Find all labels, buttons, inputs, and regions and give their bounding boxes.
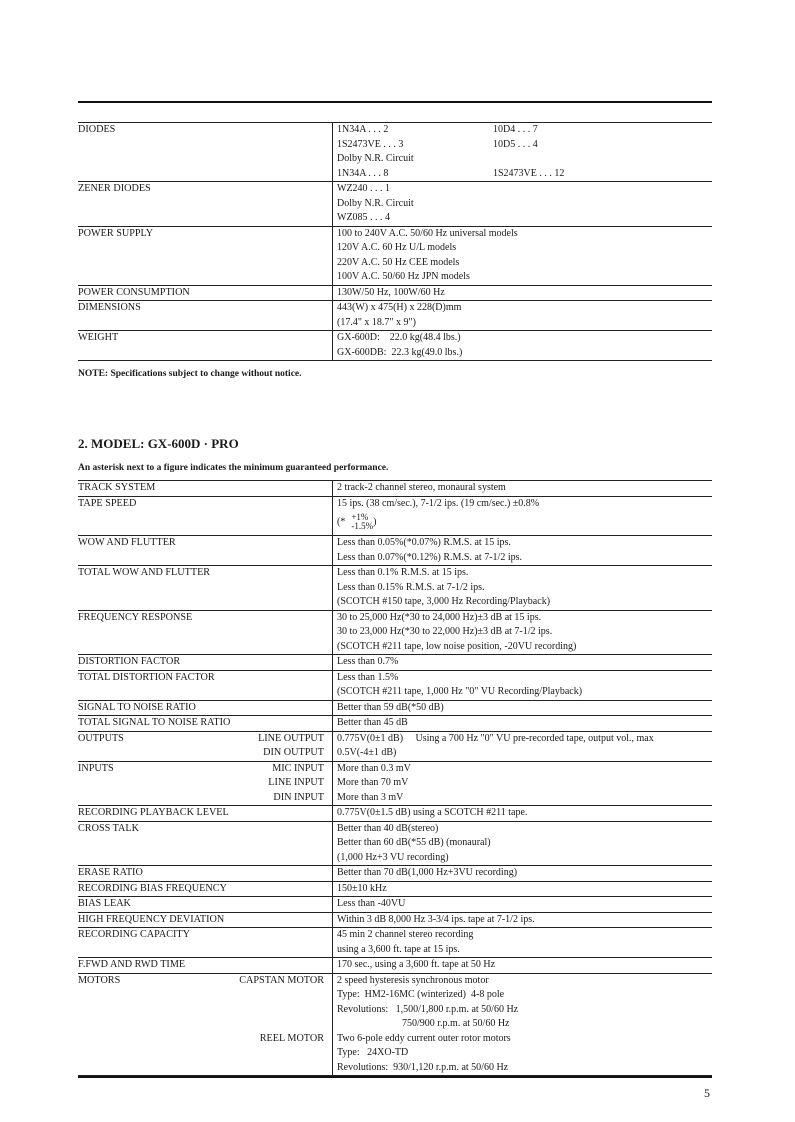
spec-value: GX-600DB: 22.3 kg(49.0 lbs.) [337,346,463,358]
spec-label: RECORDING BIAS FREQUENCY [78,882,227,894]
spec-value-cell [332,701,712,716]
spec-value: More than 3 mV [337,791,404,803]
spec-sublabel: LINE INPUT [268,777,324,788]
spec-value: Type: HM2-16MC (winterized) 4-8 pole [337,989,505,1000]
spec-value: 15 ips. (38 cm/sec.), 7-1/2 ips. (19 cm/sec.) ±0.8% [337,497,540,509]
spec-value: Dolby N.R. Circuit [337,153,414,164]
spec-label-cell [78,671,332,700]
spec-label: POWER SUPPLY [78,227,154,239]
tolerance-plus: +1% [351,512,369,522]
spec-row [78,882,712,898]
spec-label-cell [78,655,332,670]
spec-label: TOTAL WOW AND FLUTTER [78,567,211,578]
spec-value: 1S2473VE . . . 3 [337,138,404,150]
bottom-rule [78,1076,712,1078]
spec-value-cell [332,806,712,821]
spec-label-cell [78,866,332,881]
spec-value-cell [332,716,712,731]
spec-label: HIGH FREQUENCY DEVIATION [78,913,225,925]
spec-value: using a 3,600 ft. tape at 15 ips. [337,943,460,955]
spec-label: DIODES [78,124,116,135]
spec-label-cell [78,913,332,928]
spec-label-cell [78,566,332,610]
spec-value: 1S2473VE . . . 12 [493,167,565,179]
spec-value: Less than -40VU [337,898,406,909]
spec-value: 10D5 . . . 4 [493,138,538,150]
spec-value: Within 3 dB 8,000 Hz 3-3/4 ips. tape at 7-1/2 ips. [337,913,535,925]
spec-value-cell [332,882,712,897]
spec-value: Less than 0.15% R.M.S. at 7-1/2 ips. [337,581,485,593]
spec-value-cell [332,732,712,761]
spec-value: Revolutions: 930/1,120 r.p.m. at 50/60 Hz [337,1061,509,1073]
spec-label-cell [78,331,332,360]
spec-row [78,286,712,302]
spec-label-cell [78,974,332,1076]
spec-row [78,611,712,656]
spec-value-cell [332,286,712,301]
spec-sublabel [78,988,324,1003]
tolerance-minus: -1.5% [351,521,374,531]
spec-sublabel: DIN INPUT [273,791,324,803]
spec-value: Better than 60 dB(*55 dB) (monaural) [337,837,491,848]
spec-label-cell [78,822,332,866]
spec-row [78,331,712,361]
spec-row [78,732,712,762]
spec-value: 130W/50 Hz, 100W/60 Hz [337,286,445,298]
spec-row [78,974,712,1077]
spec-value: Better than 45 dB [337,717,408,728]
spec-label: TOTAL DISTORTION FACTOR [78,671,215,683]
spec-label-cell [78,301,332,330]
spec-sublabel: CAPSTAN MOTOR [239,974,324,986]
spec-value-cell [332,182,712,226]
spec-value-cell [332,497,712,536]
spec-label: INPUTS [78,762,114,774]
spec-label-cell [78,762,332,806]
spec-row [78,566,712,611]
spec-row [78,655,712,671]
spec-value: Less than 0.07%(*0.12%) R.M.S. at 7-1/2 ips. [337,551,522,563]
spec-label-cell [78,182,332,226]
spec-sublabel: DIN OUTPUT [263,747,324,758]
spec-value: 30 to 25,000 Hz(*30 to 24,000 Hz)±3 dB at 15 ips. [337,611,542,623]
section-title: 2. MODEL: GX-600D · PRO [78,436,239,451]
spec-label-cell [78,227,332,285]
spec-value: 0.775V(0±1.5 dB) using a SCOTCH #211 tape. [337,807,528,818]
spec-sublabel: LINE OUTPUT [258,732,324,744]
spec-value: Two 6-pole eddy current outer rotor motors [337,1032,511,1044]
spec-value: 1N34A . . . 2 [337,124,389,135]
spec-value: 443(W) x 475(H) x 228(D)mm [337,302,462,313]
spec-value: Less than 1.5% [337,671,399,683]
spec-row [78,122,712,182]
spec-label: RECORDING PLAYBACK LEVEL [78,807,229,818]
spec-value: 2 speed hysteresis synchronous motor [337,974,489,986]
spec-label: F.FWD AND RWD TIME [78,959,186,970]
spec-value-cell [332,536,712,565]
spec-row [78,497,712,537]
spec-label: TOTAL SIGNAL TO NOISE RATIO [78,717,231,728]
spec-row [78,897,712,913]
spec-row [78,716,712,732]
spec-value: GX-600D: 22.0 kg(48.4 lbs.) [337,332,461,343]
spec-value-cell [332,822,712,866]
spec-value: WZ085 . . . 4 [337,212,391,223]
spec-label-cell [78,958,332,973]
spec-value: 120V A.C. 60 Hz U/L models [337,242,457,253]
spec-value-cell [332,301,712,330]
spec-label: DIMENSIONS [78,302,141,313]
spec-label-cell [78,286,332,301]
spec-label: CROSS TALK [78,822,139,834]
spec-label: DISTORTION FACTOR [78,656,181,667]
spec-label: FREQUENCY RESPONSE [78,611,193,623]
spec-label: BIAS LEAK [78,898,131,909]
spec-row [78,762,712,807]
spec-row [78,913,712,929]
spec-value: 45 min 2 channel stereo recording [337,929,474,940]
spec-label-cell [78,536,332,565]
top-rule [78,101,712,103]
spec-label: OUTPUTS [78,732,124,744]
spec-label-cell [78,701,332,716]
spec-label: RECORDING CAPACITY [78,929,190,940]
spec-value-cell [332,331,712,360]
spec-value-cell [332,566,712,610]
spec-row [78,928,712,958]
spec-value: 220V A.C. 50 Hz CEE models [337,256,460,268]
page-number: 5 [704,1086,710,1100]
spec-label-cell [78,897,332,912]
spec-label: WOW AND FLUTTER [78,537,176,548]
spec-sublabel: REEL MOTOR [259,1032,324,1044]
spec-label: MOTORS [78,974,121,986]
spec-value-cell [332,958,712,973]
spec-label: SIGNAL TO NOISE RATIO [78,701,196,713]
spec-label-cell [78,806,332,821]
spec-value-cell [332,866,712,881]
spec-row [78,866,712,882]
spec-value-grid [337,123,712,181]
spec-value: 0.5V(-4±1 dB) [337,747,397,758]
spec-value-cell [332,762,712,806]
spec-label-cell [78,928,332,957]
spec-label-cell [78,611,332,655]
spec-row [78,301,712,331]
spec-value: More than 70 mV [337,777,409,788]
spec-value-cell [332,611,712,655]
spec-label: TAPE SPEED [78,497,137,509]
spec-sublabel: MIC INPUT [272,762,324,774]
spec-row [78,182,712,227]
spec-value: (1,000 Hz+3 VU recording) [337,851,449,863]
spec-row [78,536,712,566]
spec-value: 10D4 . . . 7 [493,124,538,135]
spec-label: POWER CONSUMPTION [78,286,190,298]
spec-value: Revolutions: 1,500/1,800 r.p.m. at 50/60 Hz [337,1003,519,1015]
spec-value: Less than 0.1% R.M.S. at 15 ips. [337,567,469,578]
spec-value: Type: 24XO-TD [337,1047,409,1058]
spec-label-cell [78,481,332,496]
spec-value-cell [332,227,712,285]
spec-table-performance [78,480,712,1076]
spec-value [493,152,643,167]
spec-label-cell [78,497,332,536]
spec-row [78,958,712,974]
spec-label: WEIGHT [78,332,119,343]
spec-table-components [78,122,712,361]
spec-label: ERASE RATIO [78,867,143,878]
note: NOTE: Specifications subject to change without notice. [78,369,302,379]
spec-value: More than 0.3 mV [337,762,411,774]
spec-value: Better than 70 dB(1,000 Hz+3VU recording) [337,867,518,878]
spec-label-cell [78,882,332,897]
spec-label: TRACK SYSTEM [78,482,156,493]
spec-value-cell [332,655,712,670]
tolerance-fraction [345,513,373,531]
spec-value: Less than 0.05%(*0.07%) R.M.S. at 15 ips. [337,537,511,548]
spec-value-cell [332,913,712,928]
spec-value: 170 sec., using a 3,600 ft. tape at 50 Hz [337,959,496,970]
spec-value: 2 track-2 channel stereo, monaural system [337,482,506,493]
spec-value: 150±10 kHz [337,882,387,894]
spec-sublabel [78,1017,324,1032]
spec-value-cell [332,481,712,496]
spec-value: (SCOTCH #150 tape, 3,000 Hz Recording/Playback) [337,596,551,607]
spec-row [78,701,712,717]
spec-row [78,227,712,286]
spec-value-cell [332,123,712,181]
spec-row [78,822,712,867]
spec-value: Better than 40 dB(stereo) [337,822,439,834]
spec-value: Dolby N.R. Circuit [337,197,414,209]
spec-value-cell [332,974,712,1076]
spec-label-cell [78,732,332,761]
spec-value: Better than 59 dB(*50 dB) [337,701,444,713]
spec-value: Less than 0.7% [337,656,399,667]
spec-value: (SCOTCH #211 tape, low noise position, -20VU recording) [337,640,577,652]
speed-tolerance: (* +1% -1.5% ) [337,512,377,531]
asterisk-note: An asterisk next to a figure indicates the minimum guaranteed performance. [78,463,389,473]
spec-value: 100V A.C. 50/60 Hz JPN models [337,271,470,282]
spec-row [78,480,712,497]
spec-value: 0.775V(0±1 dB) Using a 700 Hz "0" VU pre-recorded tape, output vol., max [337,732,654,744]
spec-value-cell [332,928,712,957]
spec-label-cell [78,716,332,731]
spec-value: 30 to 23,000 Hz(*30 to 22,000 Hz)±3 dB at 7-1/2 ips. [337,626,553,637]
spec-value: 750/900 r.p.m. at 50/60 Hz [337,1018,510,1029]
spec-row [78,671,712,701]
spec-value: WZ240 . . . 1 [337,183,391,194]
spec-value: 1N34A . . . 8 [337,167,389,179]
spec-value: (17.4" x 18.7" x 9") [337,316,416,328]
spec-value: 100 to 240V A.C. 50/60 Hz universal models [337,227,518,239]
spec-label: ZENER DIODES [78,183,151,194]
spec-value-cell [332,671,712,700]
spec-row [78,806,712,822]
spec-value-cell [332,897,712,912]
spec-value: (SCOTCH #211 tape, 1,000 Hz "0" VU Recording/Playback) [337,686,583,697]
spec-label-cell [78,123,332,181]
spec-sublabel [78,1003,324,1018]
